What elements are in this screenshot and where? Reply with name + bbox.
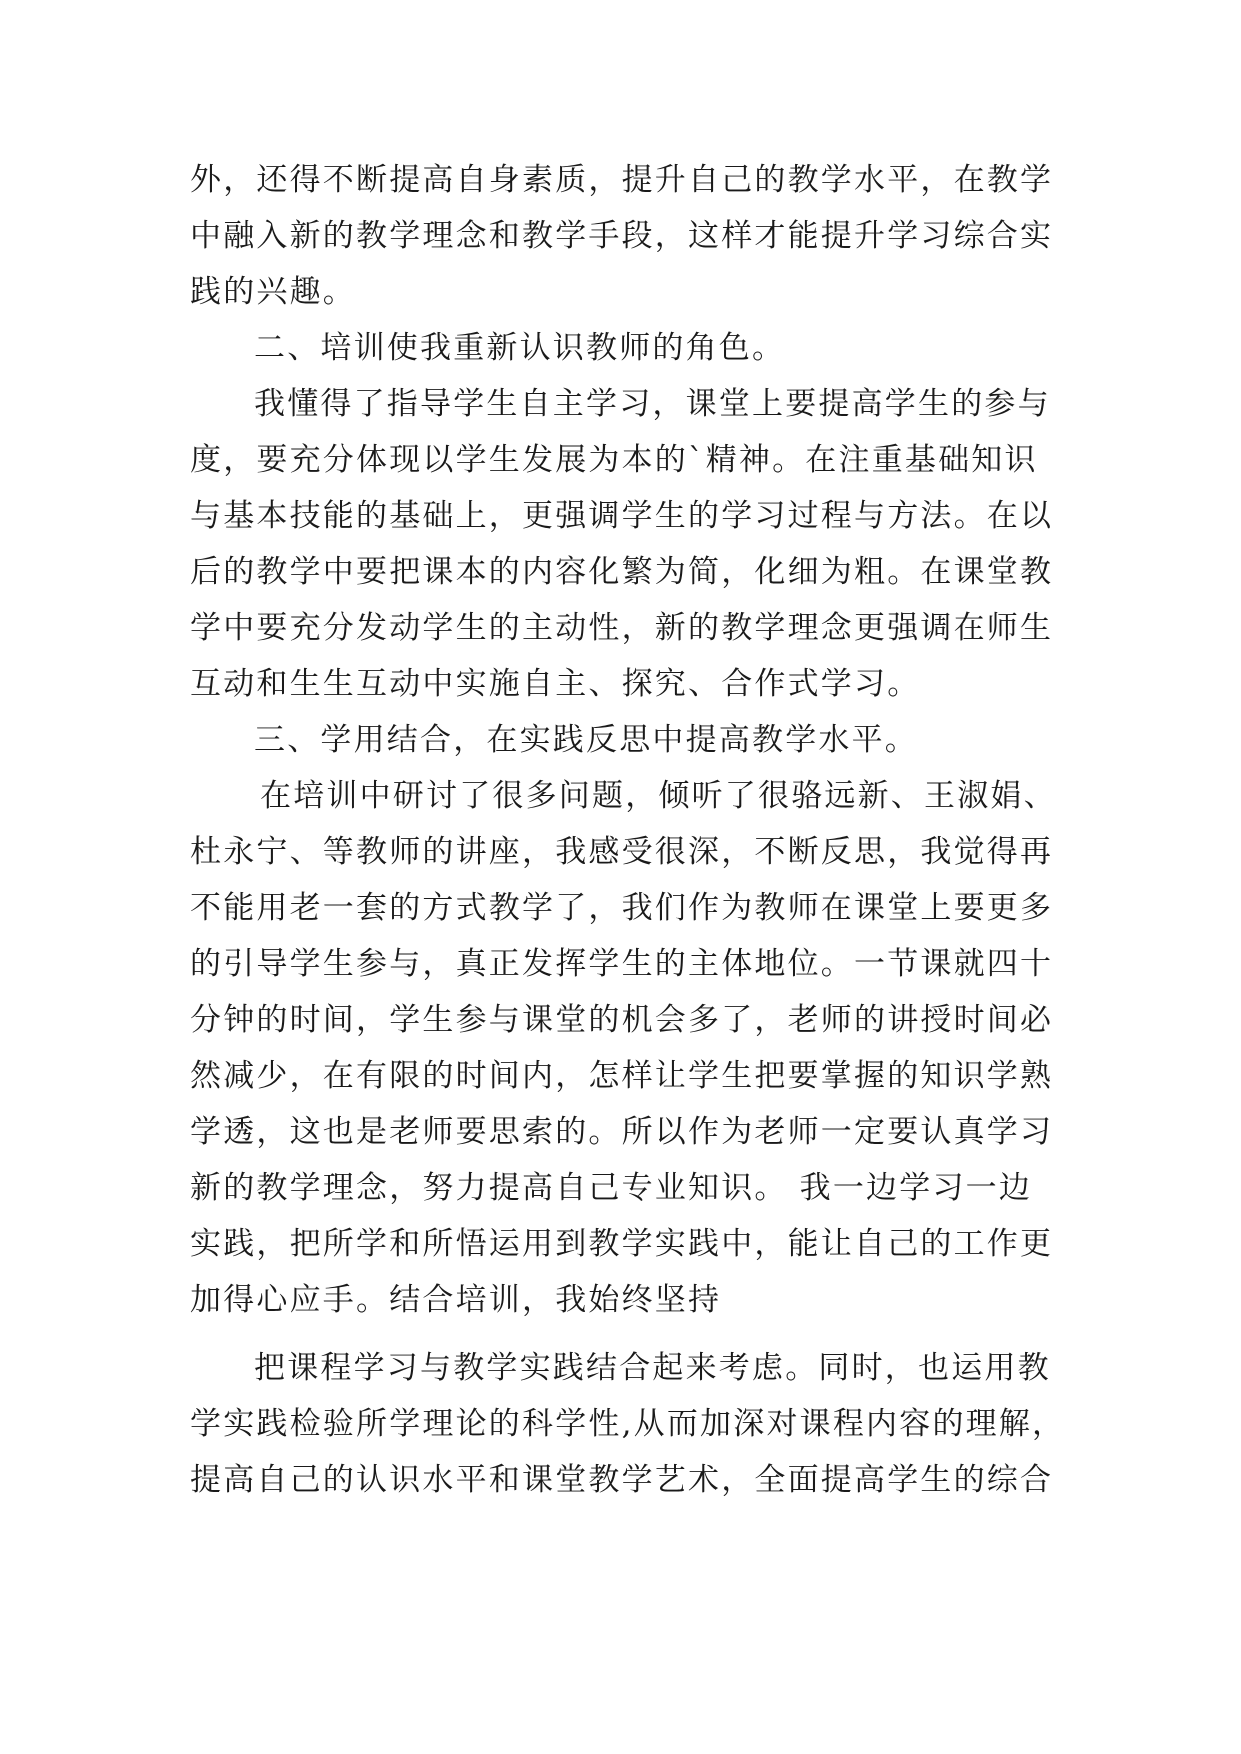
text-line: 的引导学生参与，真正发挥学生的主体地位。一节课就四十 bbox=[190, 946, 1054, 982]
text-line: 践的兴趣。 bbox=[190, 274, 356, 310]
text-line: 加得心应手。结合培训，我始终坚持 bbox=[190, 1282, 722, 1318]
text-line: 学实践检验所学理论的科学性,从而加深对课程内容的理解， bbox=[190, 1406, 1066, 1442]
text-line: 分钟的时间，学生参与课堂的机会多了，老师的讲授时间必 bbox=[190, 1002, 1054, 1038]
text-line: 杜永宁、等教师的讲座，我感受很深，不断反思，我觉得再 bbox=[190, 834, 1054, 870]
text-line: 我懂得了指导学生自主学习，课堂上要提高学生的参与 bbox=[254, 386, 1051, 422]
text-line: 外，还得不断提高自身素质，提升自己的教学水平，在教学 bbox=[190, 162, 1054, 198]
text-line: 中融入新的教学理念和教学手段，这样才能提升学习综合实 bbox=[190, 218, 1054, 254]
text-line: 与基本技能的基础上，更强调学生的学习过程与方法。在以 bbox=[190, 498, 1054, 534]
text-line: 实践，把所学和所悟运用到教学实践中，能让自己的工作更 bbox=[190, 1226, 1054, 1262]
text-line: 学透，这也是老师要思索的。所以作为老师一定要认真学习 bbox=[190, 1114, 1054, 1150]
text-line: 把课程学习与教学实践结合起来考虑。同时，也运用教 bbox=[254, 1350, 1051, 1386]
text-line: 后的教学中要把课本的内容化繁为简，化细为粗。在课堂教 bbox=[190, 554, 1054, 590]
text-line: 新的教学理念，努力提高自己专业知识。 我一边学习一边 bbox=[190, 1170, 1033, 1206]
text-line: 然减少，在有限的时间内，怎样让学生把要掌握的知识学熟 bbox=[190, 1058, 1054, 1094]
text-line: 提高自己的认识水平和课堂教学艺术，全面提高学生的综合 bbox=[190, 1462, 1054, 1498]
document-body bbox=[190, 152, 1070, 1508]
section-heading-3: 三、学用结合，在实践反思中提高教学水平。 bbox=[254, 722, 918, 758]
text-line: 不能用老一套的方式教学了，我们作为教师在课堂上要更多 bbox=[190, 890, 1054, 926]
section-heading-2: 二、培训使我重新认识教师的角色。 bbox=[254, 330, 786, 366]
text-line: 度，要充分体现以学生发展为本的`精神。在注重基础知识 bbox=[190, 442, 1038, 478]
text-line: 互动和生生互动中实施自主、探究、合作式学习。 bbox=[190, 666, 921, 702]
text-line: 在培训中研讨了很多问题，倾听了很骆远新、王淑娟、 bbox=[260, 778, 1057, 814]
text-line: 学中要充分发动学生的主动性，新的教学理念更强调在师生 bbox=[190, 610, 1054, 646]
